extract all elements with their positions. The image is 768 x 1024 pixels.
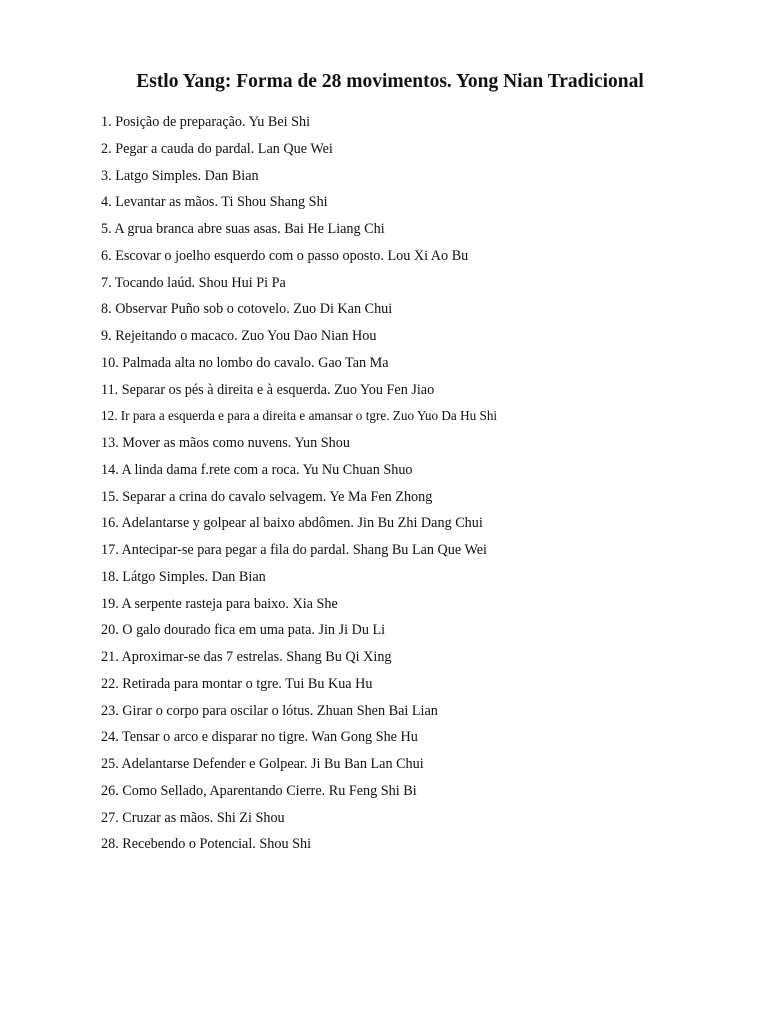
movement-list (101, 109, 497, 858)
movement-item-1: 1. Posição de preparação. Yu Bei Shi (101, 114, 311, 130)
movement-item-26: 26. Como Sellado, Aparentando Cierre. Ru Feng Shi Bi (101, 782, 417, 799)
movement-item-15: 15. Separar a crina do cavalo selvagem. Ye Ma Fen Zhong (101, 488, 433, 505)
movement-item-14: 14. A linda dama f.rete com a roca. Yu Nu Chuan Shuo (101, 461, 413, 478)
movement-item-10: 10. Palmada alta no lombo do cavalo. Gao Tan Ma (101, 354, 389, 371)
movement-item-5: 5. A grua branca abre suas asas. Bai He Liang Chi (101, 221, 385, 237)
movement-item-18: 18. Látgo Simples. Dan Bian (101, 568, 266, 585)
movement-item-11: 11. Separar os pés à direita e à esquerda. Zuo You Fen Jiao (101, 381, 435, 398)
movement-item-28: 28. Recebendo o Potencial. Shou Shi (101, 836, 312, 853)
movement-item-25: 25. Adelantarse Defender e Golpear. Ji Bu Ban Lan Chui (101, 756, 424, 772)
movement-item-19: 19. A serpente rasteja para baixo. Xia She (101, 595, 338, 612)
movement-item-16: 16. Adelantarse y golpear al baixo abdômen. Jin Bu Zhi Dang Chui (101, 515, 483, 532)
movement-item-7: 7. Tocando laúd. Shou Hui Pi Pa (101, 274, 286, 291)
movement-item-24: 24. Tensar o arco e disparar no tigre. Wan Gong She Hu (101, 729, 418, 746)
movement-item-9: 9. Rejeitando o macaco. Zuo You Dao Nian Hou (101, 328, 377, 344)
movement-item-13: 13. Mover as mãos como nuvens. Yun Shou (101, 435, 350, 451)
movement-item-3: 3. Latgo Simples. Dan Bian (101, 167, 259, 184)
movement-item-27: 27. Cruzar as mãos. Shi Zi Shou (101, 809, 285, 826)
movement-item-21: 21. Aproximar-se das 7 estrelas. Shang Bu Qi Xing (101, 649, 392, 665)
movement-item-22: 22. Retirada para montar o tgre. Tui Bu Kua Hu (101, 675, 373, 692)
movement-item-12: 12. Ir para a esquerda e para a direita e amansar o tgre. Zuo Yuo Da Hu Shi (101, 408, 498, 424)
movement-item-17: 17. Antecipar-se para pegar a fila do pardal. Shang Bu Lan Que Wei (101, 542, 487, 558)
movement-item-2: 2. Pegar a cauda do pardal. Lan Que Wei (101, 140, 333, 157)
movement-item-20: 20. O galo dourado fica em uma pata. Jin Ji Du Li (101, 622, 386, 639)
movement-item-6: 6. Escovar o joelho esquerdo com o passo oposto. Lou Xi Ao Bu (101, 247, 469, 264)
movement-item-4: 4. Levantar as mãos. Ti Shou Shang Shi (101, 194, 328, 211)
document-title: Estlo Yang: Forma de 28 movimentos. Yong Nian Tradicional (136, 71, 644, 92)
movement-item-8: 8. Observar Puño sob o cotovelo. Zuo Di Kan Chui (101, 301, 393, 318)
movement-item-23: 23. Girar o corpo para oscilar o lótus. Zhuan Shen Bai Lian (101, 702, 438, 719)
